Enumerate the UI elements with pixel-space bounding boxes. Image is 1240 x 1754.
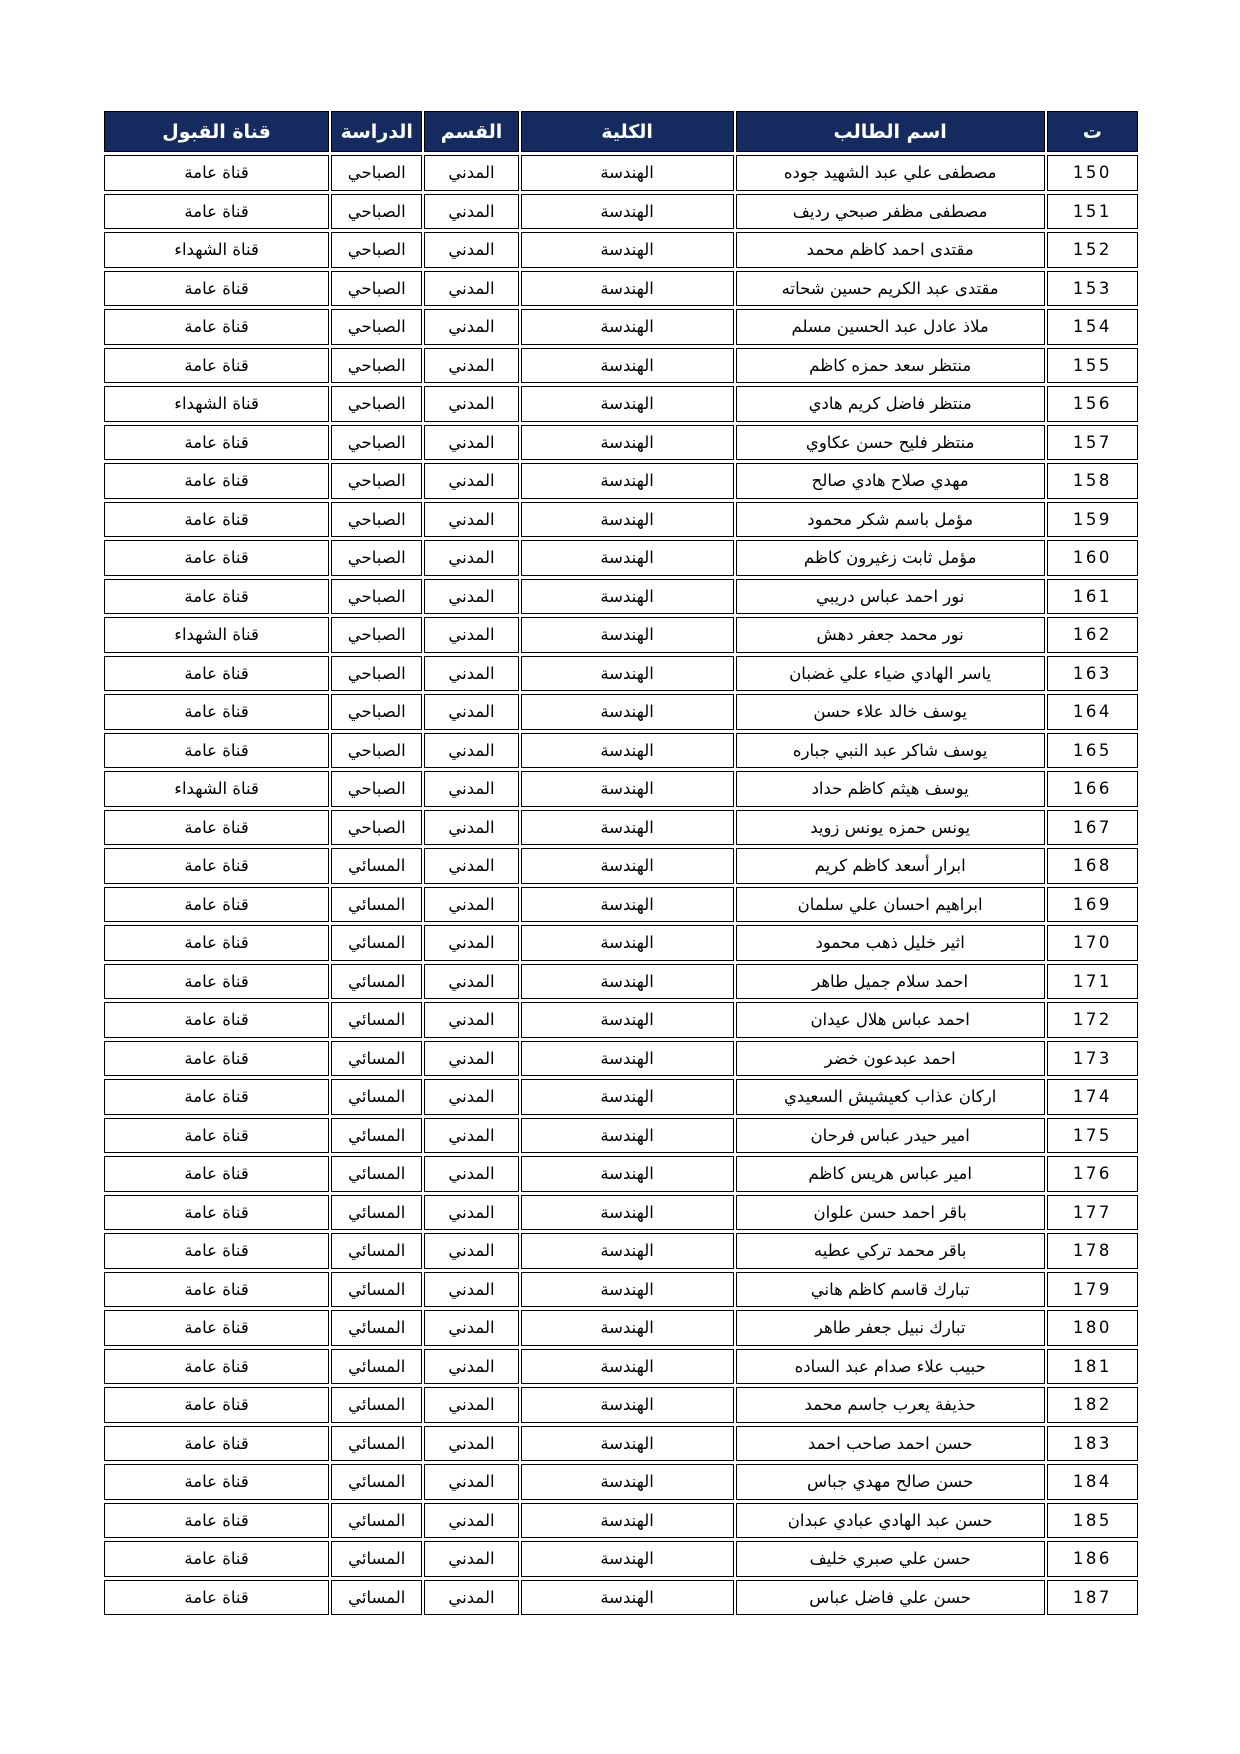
cell-serial: 183 (1047, 1426, 1138, 1462)
cell-study: الصباحي (331, 425, 422, 461)
cell-channel: قناة عامة (104, 887, 329, 923)
cell-channel: قناة عامة (104, 540, 329, 576)
cell-channel: قناة عامة (104, 1580, 329, 1616)
cell-name: حسن علي فاضل عباس (736, 1580, 1045, 1616)
cell-name: حسن احمد صاحب احمد (736, 1426, 1045, 1462)
table-row (104, 194, 1138, 230)
cell-college: الهندسة (521, 1272, 734, 1308)
cell-serial: 176 (1047, 1156, 1138, 1192)
cell-serial: 169 (1047, 887, 1138, 923)
cell-department: المدني (424, 848, 518, 884)
cell-channel: قناة الشهداء (104, 386, 329, 422)
cell-department: المدني (424, 964, 518, 1000)
cell-serial: 156 (1047, 386, 1138, 422)
header-row (104, 111, 1138, 152)
table-row (104, 348, 1138, 384)
cell-college: الهندسة (521, 309, 734, 345)
cell-college: الهندسة (521, 1387, 734, 1423)
table-row (104, 964, 1138, 1000)
table-row (104, 1464, 1138, 1500)
table-row (104, 925, 1138, 961)
table-row (104, 1426, 1138, 1462)
table-row (104, 733, 1138, 769)
cell-department: المدني (424, 463, 518, 499)
cell-college: الهندسة (521, 810, 734, 846)
cell-college: الهندسة (521, 1503, 734, 1539)
cell-department: المدني (424, 1387, 518, 1423)
cell-college: الهندسة (521, 1156, 734, 1192)
cell-department: المدني (424, 502, 518, 538)
table-row (104, 1079, 1138, 1115)
table-row (104, 1503, 1138, 1539)
cell-channel: قناة الشهداء (104, 232, 329, 268)
cell-channel: قناة عامة (104, 1464, 329, 1500)
cell-college: الهندسة (521, 348, 734, 384)
cell-serial: 154 (1047, 309, 1138, 345)
cell-serial: 175 (1047, 1118, 1138, 1154)
cell-department: المدني (424, 1580, 518, 1616)
cell-serial: 181 (1047, 1349, 1138, 1385)
cell-name: يوسف شاكر عبد النبي جباره (736, 733, 1045, 769)
table-row (104, 1272, 1138, 1308)
table-row (104, 887, 1138, 923)
header-student-name: اسم الطالب (736, 111, 1045, 152)
cell-college: الهندسة (521, 964, 734, 1000)
cell-name: يوسف خالد علاء حسن (736, 694, 1045, 730)
cell-serial: 155 (1047, 348, 1138, 384)
cell-name: نور احمد عباس دريبي (736, 579, 1045, 615)
cell-department: المدني (424, 1118, 518, 1154)
cell-name: منتظر فليح حسن عكاوي (736, 425, 1045, 461)
cell-name: حبيب علاء صدام عبد الساده (736, 1349, 1045, 1385)
cell-channel: قناة الشهداء (104, 771, 329, 807)
cell-serial: 159 (1047, 502, 1138, 538)
cell-college: الهندسة (521, 386, 734, 422)
cell-department: المدني (424, 1156, 518, 1192)
table-row (104, 1349, 1138, 1385)
cell-department: المدني (424, 1426, 518, 1462)
cell-college: الهندسة (521, 271, 734, 307)
cell-serial: 174 (1047, 1079, 1138, 1115)
table-row (104, 1118, 1138, 1154)
cell-study: الصباحي (331, 386, 422, 422)
cell-serial: 187 (1047, 1580, 1138, 1616)
cell-channel: قناة عامة (104, 1310, 329, 1346)
cell-channel: قناة عامة (104, 1041, 329, 1077)
cell-college: الهندسة (521, 771, 734, 807)
cell-name: ابرار أسعد كاظم كريم (736, 848, 1045, 884)
cell-name: حسن علي صبري خليف (736, 1541, 1045, 1577)
table-row (104, 810, 1138, 846)
cell-college: الهندسة (521, 1426, 734, 1462)
cell-channel: قناة عامة (104, 656, 329, 692)
cell-department: المدني (424, 348, 518, 384)
cell-college: الهندسة (521, 540, 734, 576)
cell-name: احمد سلام جميل طاهر (736, 964, 1045, 1000)
cell-channel: قناة عامة (104, 1156, 329, 1192)
cell-study: الصباحي (331, 194, 422, 230)
cell-serial: 164 (1047, 694, 1138, 730)
table-row (104, 309, 1138, 345)
cell-college: الهندسة (521, 425, 734, 461)
cell-college: الهندسة (521, 1464, 734, 1500)
cell-channel: قناة عامة (104, 694, 329, 730)
cell-department: المدني (424, 694, 518, 730)
cell-department: المدني (424, 1541, 518, 1577)
cell-department: المدني (424, 771, 518, 807)
cell-name: مؤمل ثابت زغيرون كاظم (736, 540, 1045, 576)
student-rows (104, 155, 1138, 1615)
cell-channel: قناة عامة (104, 1002, 329, 1038)
cell-serial: 173 (1047, 1041, 1138, 1077)
cell-serial: 184 (1047, 1464, 1138, 1500)
table-row (104, 694, 1138, 730)
cell-channel: قناة عامة (104, 1195, 329, 1231)
cell-department: المدني (424, 386, 518, 422)
cell-study: الصباحي (331, 463, 422, 499)
cell-college: الهندسة (521, 1541, 734, 1577)
cell-study: المسائي (331, 848, 422, 884)
cell-channel: قناة عامة (104, 1541, 329, 1577)
cell-study: الصباحي (331, 617, 422, 653)
cell-department: المدني (424, 887, 518, 923)
cell-name: حسن عبد الهادي عبادي عبدان (736, 1503, 1045, 1539)
cell-department: المدني (424, 540, 518, 576)
cell-college: الهندسة (521, 887, 734, 923)
cell-name: مقتدى احمد كاظم محمد (736, 232, 1045, 268)
cell-channel: قناة عامة (104, 425, 329, 461)
cell-study: المسائي (331, 1118, 422, 1154)
cell-study: المسائي (331, 1002, 422, 1038)
cell-name: مصطفى مظفر صبحي رديف (736, 194, 1045, 230)
header-department: القسم (424, 111, 518, 152)
cell-channel: قناة عامة (104, 271, 329, 307)
cell-name: حذيفة يعرب جاسم محمد (736, 1387, 1045, 1423)
table-row (104, 271, 1138, 307)
cell-name: مهدي صلاح هادي صالح (736, 463, 1045, 499)
cell-name: ابراهيم احسان علي سلمان (736, 887, 1045, 923)
cell-study: الصباحي (331, 771, 422, 807)
cell-study: المسائي (331, 1041, 422, 1077)
cell-channel: قناة عامة (104, 1118, 329, 1154)
header-study-type: الدراسة (331, 111, 422, 152)
cell-study: المسائي (331, 1464, 422, 1500)
cell-serial: 157 (1047, 425, 1138, 461)
cell-name: تبارك نبيل جعفر طاهر (736, 1310, 1045, 1346)
cell-study: المسائي (331, 1349, 422, 1385)
cell-channel: قناة عامة (104, 1233, 329, 1269)
cell-name: يوسف هيثم كاظم حداد (736, 771, 1045, 807)
cell-study: المسائي (331, 1503, 422, 1539)
cell-name: مقتدى عبد الكريم حسين شحاته (736, 271, 1045, 307)
cell-serial: 177 (1047, 1195, 1138, 1231)
table-row (104, 579, 1138, 615)
cell-study: المسائي (331, 964, 422, 1000)
table-row (104, 425, 1138, 461)
cell-study: المسائي (331, 1426, 422, 1462)
cell-college: الهندسة (521, 1118, 734, 1154)
cell-college: الهندسة (521, 1580, 734, 1616)
cell-study: الصباحي (331, 271, 422, 307)
cell-channel: قناة عامة (104, 925, 329, 961)
table-row (104, 1541, 1138, 1577)
cell-study: الصباحي (331, 502, 422, 538)
table-row (104, 1195, 1138, 1231)
cell-name: حسن صالح مهدي جباس (736, 1464, 1045, 1500)
cell-department: المدني (424, 579, 518, 615)
cell-college: الهندسة (521, 848, 734, 884)
cell-channel: قناة عامة (104, 1426, 329, 1462)
cell-serial: 165 (1047, 733, 1138, 769)
cell-serial: 150 (1047, 155, 1138, 191)
cell-name: نور محمد جعفر دهش (736, 617, 1045, 653)
cell-serial: 163 (1047, 656, 1138, 692)
cell-college: الهندسة (521, 1349, 734, 1385)
cell-channel: قناة عامة (104, 964, 329, 1000)
table-row (104, 656, 1138, 692)
cell-college: الهندسة (521, 1002, 734, 1038)
cell-channel: قناة عامة (104, 579, 329, 615)
cell-serial: 158 (1047, 463, 1138, 499)
cell-college: الهندسة (521, 733, 734, 769)
table-row (104, 502, 1138, 538)
cell-serial: 151 (1047, 194, 1138, 230)
table-row (104, 1156, 1138, 1192)
header-admission-channel: قناة القبول (104, 111, 329, 152)
table-row (104, 1233, 1138, 1269)
cell-college: الهندسة (521, 925, 734, 961)
cell-college: الهندسة (521, 194, 734, 230)
table-row (104, 1002, 1138, 1038)
cell-study: المسائي (331, 887, 422, 923)
cell-name: باقر احمد حسن علوان (736, 1195, 1045, 1231)
cell-name: منتظر سعد حمزه كاظم (736, 348, 1045, 384)
cell-serial: 178 (1047, 1233, 1138, 1269)
cell-study: الصباحي (331, 579, 422, 615)
cell-name: تبارك قاسم كاظم هاني (736, 1272, 1045, 1308)
cell-name: باقر محمد تركي عطيه (736, 1233, 1045, 1269)
cell-channel: قناة عامة (104, 155, 329, 191)
cell-name: اركان عذاب كعيشيش السعيدي (736, 1079, 1045, 1115)
table-row (104, 1387, 1138, 1423)
cell-study: المسائي (331, 1580, 422, 1616)
cell-department: المدني (424, 810, 518, 846)
cell-department: المدني (424, 309, 518, 345)
cell-department: المدني (424, 1079, 518, 1115)
cell-name: امير عباس هريس كاظم (736, 1156, 1045, 1192)
cell-name: احمد عبدعون خضر (736, 1041, 1045, 1077)
cell-college: الهندسة (521, 1195, 734, 1231)
cell-serial: 179 (1047, 1272, 1138, 1308)
cell-channel: قناة الشهداء (104, 617, 329, 653)
cell-study: المسائي (331, 925, 422, 961)
table-row (104, 617, 1138, 653)
cell-channel: قناة عامة (104, 848, 329, 884)
table-row (104, 771, 1138, 807)
cell-channel: قناة عامة (104, 1387, 329, 1423)
cell-study: الصباحي (331, 733, 422, 769)
table-row (104, 386, 1138, 422)
cell-study: الصباحي (331, 348, 422, 384)
table-row (104, 463, 1138, 499)
cell-college: الهندسة (521, 232, 734, 268)
cell-college: الهندسة (521, 502, 734, 538)
cell-name: اثير خليل ذهب محمود (736, 925, 1045, 961)
cell-college: الهندسة (521, 1233, 734, 1269)
cell-name: منتظر فاضل كريم هادي (736, 386, 1045, 422)
cell-department: المدني (424, 1041, 518, 1077)
cell-channel: قناة عامة (104, 348, 329, 384)
cell-department: المدني (424, 1310, 518, 1346)
cell-name: امير حيدر عباس فرحان (736, 1118, 1045, 1154)
cell-department: المدني (424, 1349, 518, 1385)
cell-name: مصطفى علي عبد الشهيد جوده (736, 155, 1045, 191)
cell-serial: 153 (1047, 271, 1138, 307)
table-row (104, 1310, 1138, 1346)
cell-department: المدني (424, 1272, 518, 1308)
cell-name: احمد عباس هلال عيدان (736, 1002, 1045, 1038)
cell-channel: قناة عامة (104, 194, 329, 230)
header-college: الكلية (521, 111, 734, 152)
cell-department: المدني (424, 425, 518, 461)
cell-department: المدني (424, 925, 518, 961)
cell-department: المدني (424, 1195, 518, 1231)
cell-serial: 170 (1047, 925, 1138, 961)
cell-name: ملاذ عادل عبد الحسين مسلم (736, 309, 1045, 345)
cell-college: الهندسة (521, 155, 734, 191)
cell-study: الصباحي (331, 232, 422, 268)
cell-college: الهندسة (521, 1310, 734, 1346)
cell-study: المسائي (331, 1387, 422, 1423)
cell-study: الصباحي (331, 540, 422, 576)
cell-serial: 167 (1047, 810, 1138, 846)
cell-channel: قناة عامة (104, 463, 329, 499)
cell-study: المسائي (331, 1272, 422, 1308)
cell-channel: قناة عامة (104, 1272, 329, 1308)
cell-study: المسائي (331, 1310, 422, 1346)
cell-serial: 185 (1047, 1503, 1138, 1539)
cell-college: الهندسة (521, 694, 734, 730)
cell-serial: 161 (1047, 579, 1138, 615)
cell-channel: قناة عامة (104, 1079, 329, 1115)
cell-college: الهندسة (521, 617, 734, 653)
cell-department: المدني (424, 733, 518, 769)
table-row (104, 1580, 1138, 1616)
students-table (102, 108, 1140, 1618)
cell-department: المدني (424, 1464, 518, 1500)
cell-serial: 172 (1047, 1002, 1138, 1038)
cell-study: المسائي (331, 1233, 422, 1269)
cell-channel: قناة عامة (104, 1349, 329, 1385)
cell-channel: قناة عامة (104, 309, 329, 345)
table-row (104, 155, 1138, 191)
cell-department: المدني (424, 656, 518, 692)
table-row (104, 848, 1138, 884)
cell-serial: 166 (1047, 771, 1138, 807)
cell-study: المسائي (331, 1079, 422, 1115)
cell-serial: 171 (1047, 964, 1138, 1000)
table-row (104, 540, 1138, 576)
cell-serial: 182 (1047, 1387, 1138, 1423)
cell-college: الهندسة (521, 463, 734, 499)
cell-department: المدني (424, 155, 518, 191)
header-serial: ت (1047, 111, 1138, 152)
cell-department: المدني (424, 1002, 518, 1038)
cell-department: المدني (424, 232, 518, 268)
cell-study: الصباحي (331, 656, 422, 692)
cell-study: الصباحي (331, 155, 422, 191)
cell-serial: 180 (1047, 1310, 1138, 1346)
cell-department: المدني (424, 1233, 518, 1269)
cell-channel: قناة عامة (104, 733, 329, 769)
cell-serial: 168 (1047, 848, 1138, 884)
cell-serial: 162 (1047, 617, 1138, 653)
cell-college: الهندسة (521, 656, 734, 692)
cell-study: الصباحي (331, 309, 422, 345)
cell-serial: 160 (1047, 540, 1138, 576)
cell-college: الهندسة (521, 1041, 734, 1077)
cell-department: المدني (424, 271, 518, 307)
cell-department: المدني (424, 1503, 518, 1539)
cell-name: مؤمل باسم شكر محمود (736, 502, 1045, 538)
cell-name: يونس حمزه يونس زويد (736, 810, 1045, 846)
cell-department: المدني (424, 617, 518, 653)
cell-channel: قناة عامة (104, 810, 329, 846)
cell-study: الصباحي (331, 694, 422, 730)
cell-department: المدني (424, 194, 518, 230)
cell-serial: 186 (1047, 1541, 1138, 1577)
cell-name: ياسر الهادي ضياء علي غضبان (736, 656, 1045, 692)
cell-channel: قناة عامة (104, 1503, 329, 1539)
table-row (104, 232, 1138, 268)
cell-study: الصباحي (331, 810, 422, 846)
cell-channel: قناة عامة (104, 502, 329, 538)
cell-college: الهندسة (521, 1079, 734, 1115)
table-row (104, 1041, 1138, 1077)
cell-college: الهندسة (521, 579, 734, 615)
cell-study: المسائي (331, 1195, 422, 1231)
cell-serial: 152 (1047, 232, 1138, 268)
cell-study: المسائي (331, 1156, 422, 1192)
cell-study: المسائي (331, 1541, 422, 1577)
